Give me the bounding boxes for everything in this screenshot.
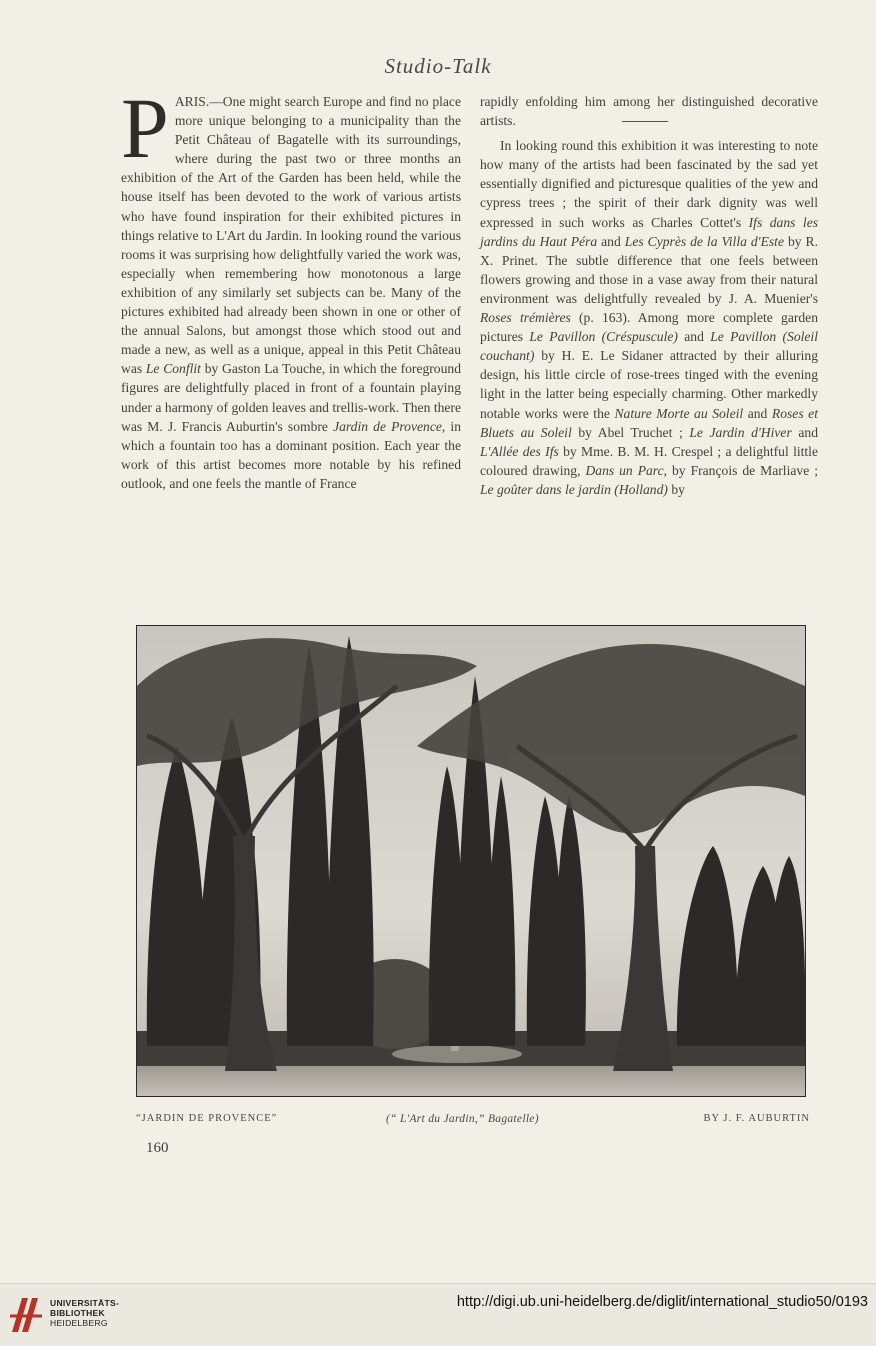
left-column [121, 80, 461, 493]
caption-source: (“ L'Art du Jardin,” Bagatelle) [386, 1113, 539, 1125]
library-name-line: BIBLIOTHEK [50, 1308, 105, 1318]
library-logo-icon [8, 1292, 44, 1336]
section-rule [622, 121, 668, 122]
artwork-title: Le Pavillon (Soleil couchant) [480, 329, 818, 364]
text-run: and [791, 424, 818, 440]
drop-cap: P [121, 80, 169, 176]
artwork-title: Ifs dans les jardins du Haut Péra [480, 214, 819, 249]
caption-title: “JARDIN DE PROVENCE” [136, 1113, 278, 1124]
right-column [480, 92, 818, 499]
paragraph: rapidly enfolding him among her distinguished decorative artists. [480, 94, 818, 129]
artwork-title: Les Cyprès de la Villa d'Este [624, 233, 784, 249]
caption-artist: BY J. F. AUBURTIN [703, 1113, 810, 1124]
text-run: by Gaston La Touche, in which the foreground figures are delightfully placed in front of a fountain playing under a harmony of golden leaves and trellis-work. Then there was M. J. Francis Auburtin's sombre [121, 361, 461, 434]
paragraph [480, 136, 818, 499]
artwork-title: Le goûter dans le jardin (Holland) [480, 481, 668, 497]
artwork-title: Le Jardin d'Hiver [689, 424, 792, 440]
library-name-line: HEIDELBERG [50, 1318, 108, 1328]
artwork-title: Dans un Parc [585, 462, 664, 478]
running-head: Studio-Talk [384, 54, 492, 78]
permalink-url[interactable]: http://digi.ub.uni-heidelberg.de/diglit/international_studio50/0193 [456, 1294, 868, 1310]
text-run: and [597, 233, 625, 249]
text-run: by Abel Truchet ; [571, 424, 690, 440]
artwork-title: Jardin de Provence [333, 418, 442, 434]
text-run: , in which a fountain too has a dominant position. Each year the work of this artist becomes more notable by his refined outlook, and one feels the mantle of France [121, 418, 461, 491]
artwork-title: Roses trémières [480, 310, 571, 326]
text-run: (p. 163). Among more complete garden pictures [480, 310, 819, 345]
garden-painting-image [137, 626, 805, 1096]
text-run: and [743, 405, 772, 421]
artwork-title: Le Pavillon (Créspuscule) [529, 329, 678, 345]
library-name-line: UNIVERSITÄTS- [50, 1298, 120, 1308]
text-run: by R. X. Prinet. The subtle difference that one feels between flowers growing and those in a vase away from their natural environment was delightfully revealed by J. A. Muenier's [480, 233, 818, 306]
artwork-title: L'Allée des Ifs [480, 443, 559, 459]
text-run: ARIS.—One might search Europe and find no place more unique belonging to a municipality than the Petit Château of Bagatelle with its surroundings, where during the past two or three months an exhibition of the Art of the Garden has been held, while the house itself has been devoted to the work of various artists who have found inspiration for their exhibited pictures in things relative to L'Art du Jardin. In looking round the various rooms it was surprising how delightfully varied the work was, especially when remembering how monotonous a large exhibition of any similarly set subjects can be. Many of the pictures exhibited had already been shown in one or other of the annual Salons, but amongst those which stood out and made a new, as well as a unique, appeal in this Petit Château was [121, 94, 461, 377]
painting-plate [136, 625, 806, 1097]
artwork-title: Roses et Bluets au Soleil [480, 405, 818, 440]
text-run: , by François de Marliave ; [663, 462, 818, 478]
text-run: by Mme. B. M. H. Crespel ; a delightful little coloured drawing, [480, 443, 818, 478]
text-run: by [667, 481, 685, 497]
text-run: In looking round this exhibition it was interesting to note how many of the artists had been fascinated by the sad yet essentially dignified and picturesque qualities of the yew and cypress trees ; the spirit of their dark dignity was well expressed in such works as Charles Cottet's [480, 138, 818, 230]
text-run: and [677, 329, 711, 345]
paragraph [121, 80, 461, 493]
artwork-title: Nature Morte au Soleil [614, 405, 744, 421]
page-number: 160 [146, 1140, 169, 1156]
artwork-title: Le Conflit [145, 361, 201, 377]
text-run: by H. E. Le Sidaner attracted by their alluring design, his little circle of rose-trees tinged with the evening light in the latter being especially charming. Other markedly notable works were the [480, 348, 818, 421]
library-footer [0, 1283, 876, 1346]
library-name [50, 1298, 119, 1328]
